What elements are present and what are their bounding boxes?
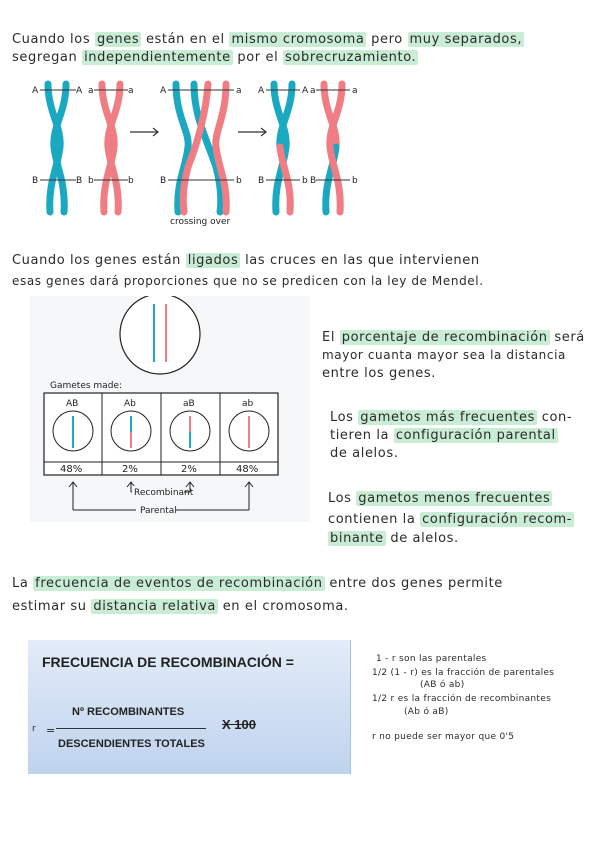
p1-line1 (12, 32, 524, 47)
p1-text: por el (237, 50, 279, 65)
side-text: con- (541, 410, 573, 425)
side-text: tieren la (330, 428, 390, 443)
side-s1-line3 (322, 366, 436, 381)
side-text: mayor cuanta mayor sea la distancia (322, 348, 566, 362)
side-text: contienen la (328, 512, 416, 527)
gene-label: A (76, 86, 83, 96)
highlight-binante: binante (330, 531, 384, 546)
side-text: El (322, 330, 336, 345)
formula-multiplier: X 100 (222, 717, 256, 732)
p2-text: las cruces en las que intervienen (245, 253, 480, 268)
gametes-diagram (30, 296, 310, 522)
side-text: será (554, 330, 585, 345)
side-s2-line3 (330, 446, 398, 461)
gene-label: A (302, 86, 309, 96)
gene-label: a (236, 86, 242, 96)
gene-label: b (88, 176, 94, 186)
side-s1-line2 (322, 348, 566, 362)
p2-line2 (12, 274, 484, 288)
formula-eq: = (46, 724, 56, 737)
p1-text: segregan (12, 50, 78, 65)
highlight-mismo-cromosoma: mismo cromosoma (231, 32, 365, 47)
note-1: 1 - r son las parentales (376, 654, 487, 664)
gene-label: A (258, 86, 265, 96)
side-text: de alelos. (330, 446, 399, 461)
side-text: de alelos. (390, 531, 459, 546)
recombinant-label: Recombinant (134, 488, 194, 498)
highlight-ligados: ligados (187, 253, 239, 268)
gamete-pct: 2% (181, 464, 197, 475)
crossing-over-label: crossing over (170, 217, 231, 227)
p3-text: La (12, 576, 29, 591)
gene-label: b (352, 176, 358, 186)
gamete-pct: 48% (236, 464, 259, 475)
gene-label: B (32, 176, 39, 186)
gene-label: B (258, 176, 265, 186)
p1-line2 (12, 50, 418, 65)
p3-text: entre dos genes permite (329, 576, 503, 591)
gene-label: a (88, 86, 94, 96)
p2-text: Cuando los genes están (12, 253, 181, 268)
p2-line1 (12, 253, 480, 268)
highlight-independientemente: independientemente (84, 50, 231, 65)
p1-text: Cuando los (12, 32, 91, 47)
note-6: r no puede ser mayor que 0'5 (372, 732, 515, 742)
gene-label: A (32, 86, 39, 96)
highlight-distancia: distancia relativa (93, 599, 216, 614)
crossing-over-diagram (30, 72, 370, 232)
gene-label: b (236, 176, 242, 186)
p1-text: están en el (145, 32, 225, 47)
highlight-gametos-mas: gametos más frecuentes (360, 410, 535, 425)
highlight-muy-separados: muy separados, (409, 32, 523, 47)
gene-label: b (128, 176, 134, 186)
gametes-title: Gametes made: (50, 381, 122, 391)
p2-text: esas genes dará proporciones que no se predicen con la ley de Mendel. (12, 274, 484, 288)
formula-title: FRECUENCIA DE RECOMBINACIÓN = (42, 654, 294, 670)
gene-label: B (310, 176, 317, 186)
highlight-porcentaje: porcentaje de recombinación (341, 330, 548, 345)
gamete-label: AB (66, 399, 79, 409)
gamete-label: aB (183, 399, 195, 409)
side-s3-line1 (328, 491, 552, 506)
formula-r: r (32, 724, 36, 734)
side-text: Los (328, 491, 352, 506)
gamete-label: ab (242, 399, 254, 409)
p3-text: en el cromosoma. (222, 599, 349, 614)
gamete-pct: 2% (122, 464, 138, 475)
side-s2-line2 (330, 428, 558, 443)
note-4: 1/2 r es la fracción de recombinantes (372, 694, 552, 704)
gamete-pct: 48% (60, 464, 83, 475)
formula-numerator: Nº RECOMBINANTES (72, 706, 185, 718)
side-text: Los (330, 410, 354, 425)
gene-label: B (160, 176, 167, 186)
gene-label: b (302, 176, 308, 186)
gene-label: A (160, 86, 167, 96)
highlight-config-parental: configuración parental (395, 428, 556, 443)
side-s3-line3 (328, 531, 459, 546)
highlight-gametos-menos: gametos menos frecuentes (358, 491, 551, 506)
note-3: (AB ó ab) (420, 680, 465, 690)
gene-label: a (310, 86, 316, 96)
note-5: (Ab ó aB) (404, 707, 449, 717)
p3-text: estimar su (12, 599, 87, 614)
gamete-label: Ab (124, 399, 136, 409)
p1-text: pero (371, 32, 403, 47)
fraction-bar (56, 728, 206, 729)
gene-label: B (76, 176, 83, 186)
highlight-config-recom: configuración recom- (422, 512, 573, 527)
side-s1-line1 (322, 330, 585, 345)
p3-line2 (12, 599, 349, 614)
side-s3-line2 (328, 512, 574, 527)
p3-line1 (12, 576, 503, 591)
parental-label: Parental (140, 506, 177, 516)
highlight-genes: genes (96, 32, 140, 47)
highlight-sobrecruzamiento: sobrecruzamiento. (285, 50, 417, 65)
formula-denominator: DESCENDIENTES TOTALES (58, 738, 205, 750)
highlight-frecuencia: frecuencia de eventos de recombinación (35, 576, 323, 591)
side-text: entre los genes. (322, 366, 436, 381)
gene-label: a (128, 86, 134, 96)
gene-label: a (352, 86, 358, 96)
side-s2-line1 (330, 410, 572, 425)
formula-box (28, 640, 351, 774)
note-2: 1/2 (1 - r) es la fracción de parentales (372, 668, 555, 678)
